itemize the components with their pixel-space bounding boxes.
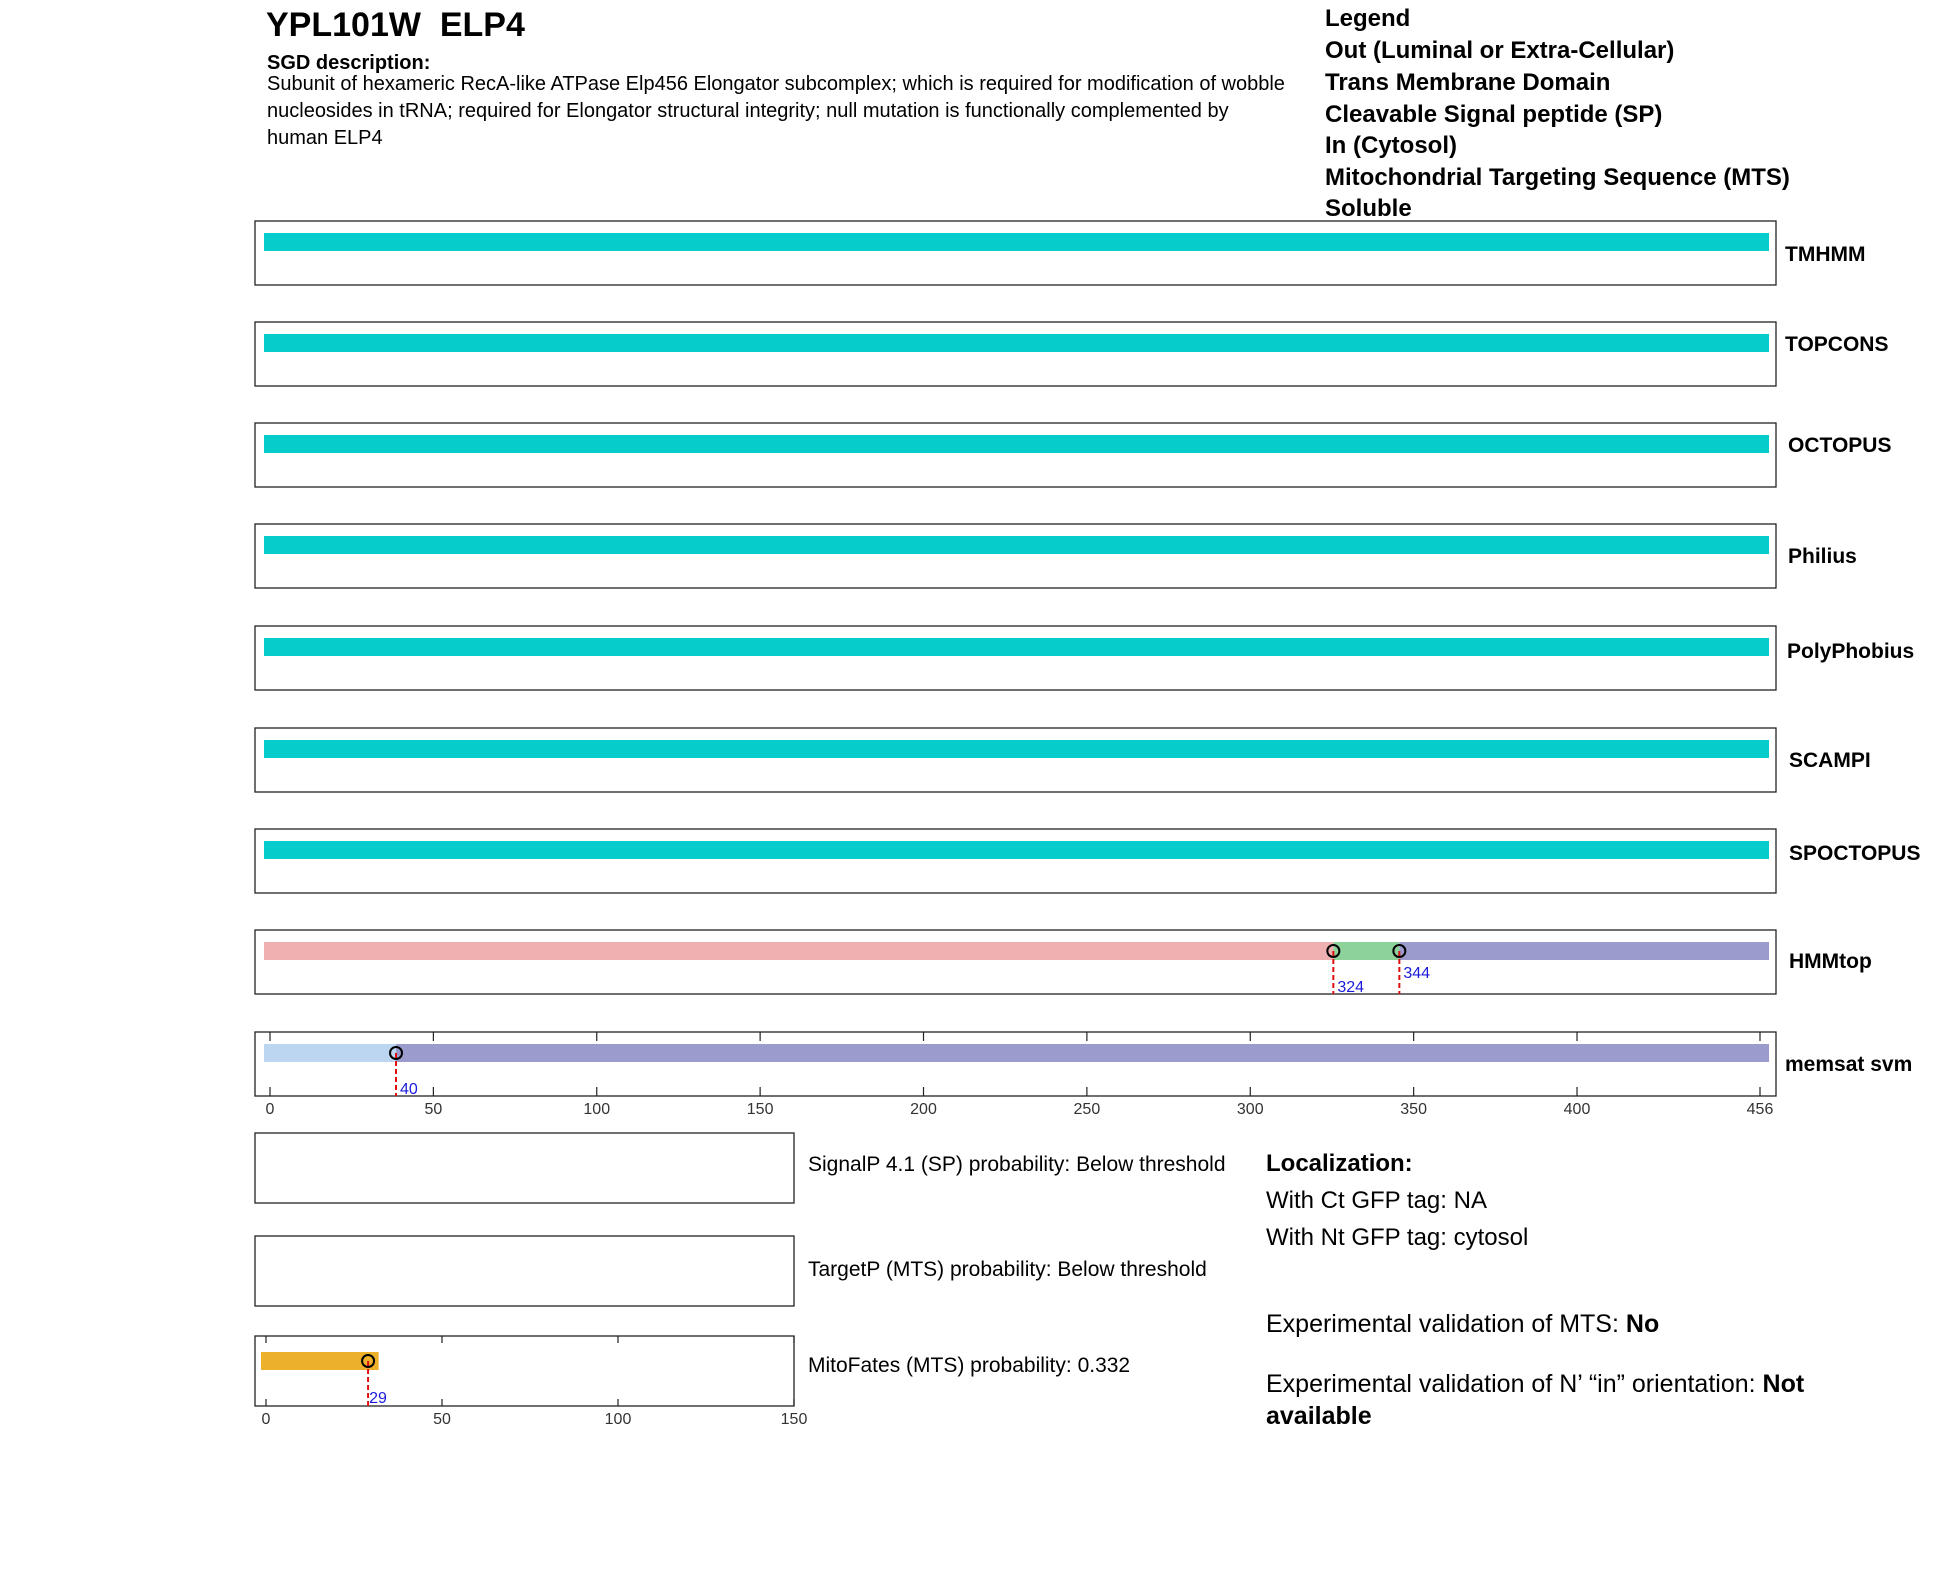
localization-heading: Localization: — [1266, 1150, 1413, 1177]
segment-octopus-0 — [264, 435, 1769, 453]
lower-tick-label-50: 50 — [433, 1411, 451, 1428]
legend-item-out: Out (Luminal or Extra-Cellular) — [1325, 37, 1675, 64]
track-label-philius: Philius — [1788, 545, 1857, 568]
segment-polyphobius-0 — [264, 638, 1769, 656]
tick-label-200: 200 — [910, 1101, 937, 1118]
tick-label-100: 100 — [583, 1101, 611, 1118]
site-label-memsat-40: 40 — [400, 1081, 418, 1098]
legend-item-soluble: Soluble — [1325, 195, 1412, 222]
track-box-lower-2 — [255, 1236, 794, 1306]
segment-hmmtop-0 — [264, 942, 1333, 960]
track-label-topcons: TOPCONS — [1785, 333, 1889, 356]
track-label-polyphobius: PolyPhobius — [1787, 640, 1915, 663]
page-title — [266, 6, 525, 45]
segment-memsat-svm-1 — [396, 1044, 1769, 1062]
mts-validation-label: Experimental validation of MTS: — [1266, 1310, 1626, 1338]
track-box-spoctopus — [255, 829, 1776, 893]
segment-scampi-0 — [264, 740, 1769, 758]
legend-title: Legend — [1325, 5, 1411, 32]
lower-tick-label-100: 100 — [604, 1411, 632, 1428]
segment-memsat-svm-0 — [264, 1044, 396, 1062]
segment-hmmtop-1 — [1333, 942, 1399, 960]
description-heading: SGD description: — [267, 52, 431, 74]
tick-label-350: 350 — [1400, 1101, 1427, 1118]
protein-name: ELP4 — [439, 6, 525, 44]
orientation-validation-value: Not available — [1266, 1370, 1805, 1430]
segment-tmhmm-0 — [264, 233, 1769, 251]
track-box-scampi — [255, 728, 1776, 792]
segment-philius-0 — [264, 536, 1769, 554]
track-label-octopus: OCTOPUS — [1788, 434, 1892, 457]
track-box-polyphobius — [255, 626, 1776, 690]
track-box-octopus — [255, 423, 1776, 487]
legend-item-in: In (Cytosol) — [1325, 132, 1457, 159]
mitofates-probability: MitoFates (MTS) probability: 0.332 — [808, 1354, 1131, 1377]
track-box-tmhmm — [255, 221, 1776, 285]
lower-tick-label-150: 150 — [780, 1411, 808, 1428]
legend-item-tm: Trans Membrane Domain — [1325, 69, 1611, 96]
segment-lower-3-0 — [261, 1352, 379, 1370]
tick-label-150: 150 — [746, 1101, 774, 1118]
track-box-memsat-svm — [255, 1032, 1776, 1096]
track-label-scampi: SCAMPI — [1789, 749, 1871, 772]
segment-hmmtop-2 — [1399, 942, 1769, 960]
track-label-tmhmm: TMHMM — [1785, 243, 1866, 266]
site-label-lower-3-29: 29 — [369, 1390, 387, 1407]
segment-topcons-0 — [264, 334, 1769, 352]
track-box-topcons — [255, 322, 1776, 386]
nt-gfp-localization: With Nt GFP tag: cytosol — [1266, 1224, 1529, 1251]
legend-item-sp: Cleavable Signal peptide (SP) — [1325, 101, 1663, 128]
orientation-validation — [1266, 1368, 1866, 1432]
legend-item-mts: Mitochondrial Targeting Sequence (MTS) — [1325, 164, 1790, 191]
site-label-hmmtop-324: 324 — [1337, 979, 1365, 996]
track-box-lower-3 — [255, 1336, 794, 1406]
tick-label-300: 300 — [1236, 1101, 1264, 1118]
track-label-hmmtop: HMMtop — [1789, 950, 1872, 973]
tick-label-456: 456 — [1746, 1101, 1774, 1118]
track-box-hmmtop — [255, 930, 1776, 994]
mts-validation-value: No — [1625, 1310, 1660, 1338]
lower-tick-label-0: 0 — [261, 1411, 271, 1428]
orientation-validation-label: Experimental validation of N’ “in” orientation: — [1266, 1370, 1763, 1398]
track-box-philius — [255, 524, 1776, 588]
track-label-memsat-svm: memsat svm — [1785, 1053, 1913, 1076]
track-label-spoctopus: SPOCTOPUS — [1789, 842, 1921, 865]
targetp-probability: TargetP (MTS) probability: Below threshold — [808, 1258, 1207, 1281]
tick-label-0: 0 — [265, 1101, 275, 1118]
tick-label-50: 50 — [424, 1101, 443, 1118]
mts-validation — [1266, 1310, 1659, 1339]
site-label-hmmtop-344: 344 — [1403, 965, 1431, 982]
description-text: Subunit of hexameric RecA-like ATPase Elp456 Elongator subcomplex; which is required for modification of wobble nucleosides in tRNA; required for Elongator structural integrity; null mutation is functionally complemented by human ELP4 — [267, 73, 1285, 149]
gene-name: YPL101W — [266, 6, 421, 44]
tick-label-250: 250 — [1073, 1101, 1101, 1118]
tick-label-400: 400 — [1563, 1101, 1591, 1118]
ct-gfp-localization: With Ct GFP tag: NA — [1266, 1187, 1487, 1214]
track-box-lower-1 — [255, 1133, 794, 1203]
segment-spoctopus-0 — [264, 841, 1769, 859]
signalp-probability: SignalP 4.1 (SP) probability: Below threshold — [808, 1153, 1226, 1176]
